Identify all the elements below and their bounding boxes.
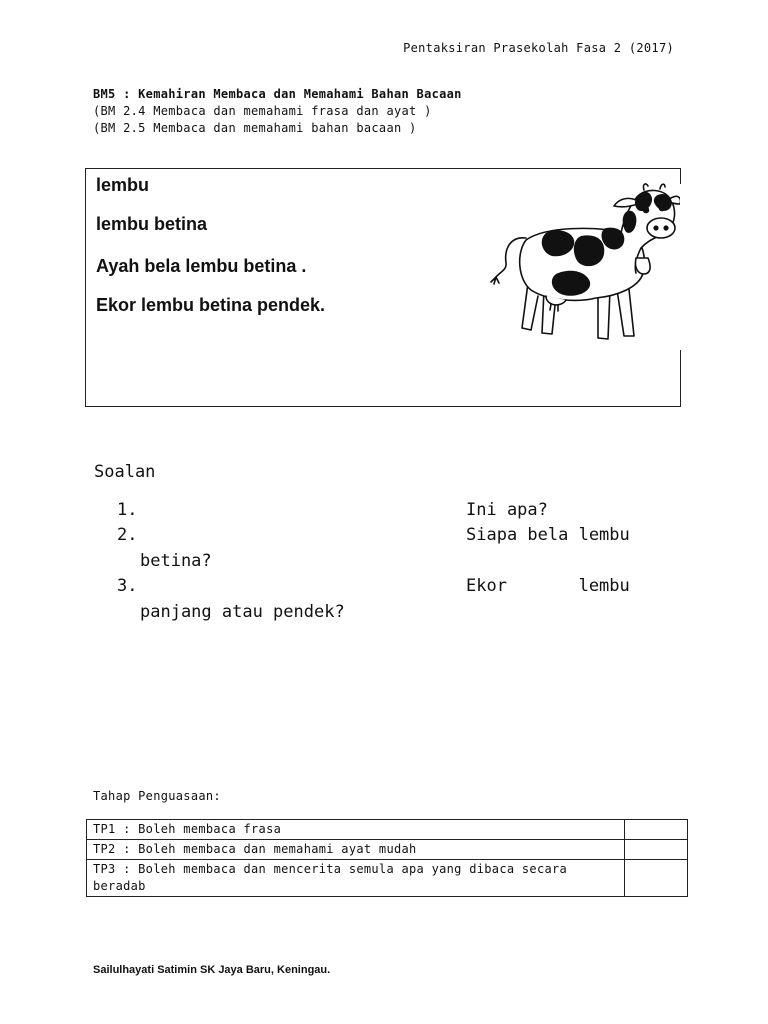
mastery-level-text: TP2 : Boleh membaca dan memahami ayat mudah	[87, 840, 625, 860]
question-number: 3.	[117, 576, 138, 596]
mastery-level-text: TP1 : Boleh membaca frasa	[87, 820, 625, 840]
question-text-cont: betina?	[140, 551, 212, 571]
question-text: Ekor lembu	[466, 576, 630, 596]
mastery-level-text: TP3 : Boleh membaca dan mencerita semula apa yang dibaca secara beradab	[87, 860, 625, 897]
reading-line: Ekor lembu betina pendek.	[96, 295, 326, 315]
bm-title: BM5 : Kemahiran Membaca dan Memahami Bahan Bacaan	[93, 87, 462, 101]
cow-illustration-icon	[486, 178, 680, 346]
table-row	[87, 860, 688, 897]
mastery-checkbox[interactable]	[625, 860, 688, 897]
reading-box-edge	[680, 350, 681, 407]
author-footer: Sailulhayati Satimin SK Jaya Baru, Keningau.	[93, 964, 331, 976]
questions-title: Soalan	[94, 462, 156, 482]
question-text: Ini apa?	[466, 500, 548, 520]
bm-subtitle-1: (BM 2.4 Membaca dan memahami frasa dan ayat )	[93, 104, 432, 118]
reading-box-edge	[680, 168, 681, 184]
question-number: 1.	[117, 500, 138, 520]
question-text: Siapa bela lembu	[466, 525, 630, 545]
assessment-header: Pentaksiran Prasekolah Fasa 2 (2017)	[403, 41, 674, 55]
bm-subtitle-2: (BM 2.5 Membaca dan memahami bahan bacaan )	[93, 121, 417, 135]
question-number: 2.	[117, 525, 138, 545]
reading-line: lembu	[96, 175, 150, 195]
question-text-cont: panjang atau pendek?	[140, 602, 345, 622]
reading-line: lembu betina	[96, 214, 208, 234]
table-row	[87, 820, 688, 840]
mastery-label: Tahap Penguasaan:	[93, 789, 221, 803]
mastery-checkbox[interactable]	[625, 820, 688, 840]
mastery-table	[86, 819, 688, 897]
mastery-checkbox[interactable]	[625, 840, 688, 860]
reading-line: Ayah bela lembu betina .	[96, 256, 307, 276]
table-row	[87, 840, 688, 860]
